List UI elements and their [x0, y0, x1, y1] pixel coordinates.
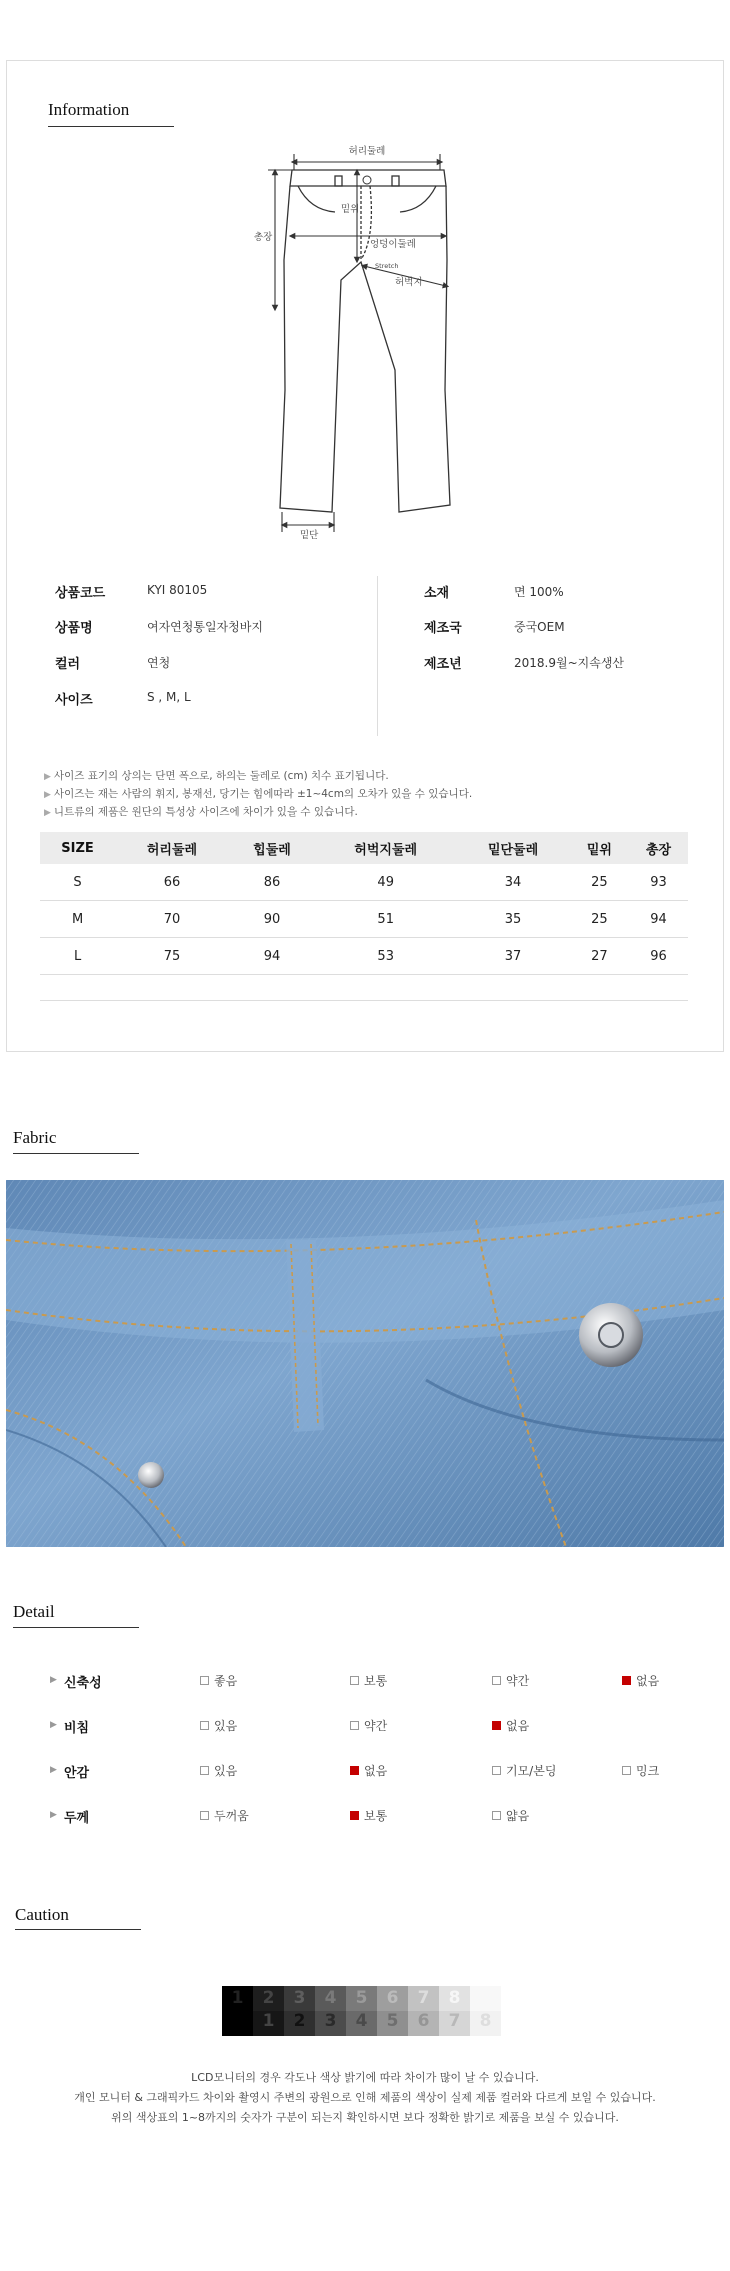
size-note: ▶ 사이즈 표기의 상의는 단면 폭으로, 하의는 둘레로 (cm) 치수 표기됩니다.: [44, 770, 389, 782]
checkbox-icon: [200, 1676, 209, 1685]
table-cell: 70: [115, 901, 229, 938]
detail-title-underline: [13, 1627, 139, 1628]
information-title-underline: [48, 126, 174, 127]
table-cell: S: [40, 864, 115, 901]
checkbox-icon: [350, 1676, 359, 1685]
swatch-number-top: 1: [231, 1988, 244, 2008]
brightness-swatch: [470, 1986, 501, 2036]
header-cell: 밑단둘레: [456, 832, 570, 864]
size-note: ▶ 니트류의 제품은 원단의 특성상 사이즈에 차이가 있을 수 있습니다.: [44, 806, 358, 818]
spec-label: 컬러: [55, 657, 81, 672]
spec-label: 상품코드: [55, 586, 106, 601]
swatch-number-bottom: 6: [417, 2011, 430, 2031]
table-cell: 25: [570, 864, 629, 901]
table-cell: 90: [229, 901, 315, 938]
table-cell: 94: [229, 938, 315, 975]
row-bullet-icon: ▶: [50, 1675, 57, 1685]
spec-label: 제조년: [424, 657, 462, 672]
label-length: 총장: [254, 232, 273, 243]
option-lining-mink: 밍크: [622, 1762, 659, 1779]
table-cell: 37: [456, 938, 570, 975]
label-thigh: 허벅지: [395, 277, 423, 288]
spec-value: 중국OEM: [514, 620, 565, 634]
fabric-title-underline: [13, 1153, 139, 1154]
option-sheer-yes: 있음: [200, 1717, 237, 1734]
option-thickness-normal: 보통: [350, 1807, 387, 1824]
option-stretch-none: 없음: [622, 1672, 659, 1689]
caution-line: LCD모니터의 경우 각도나 색상 밝기에 따라 차이가 많이 날 수 있습니다.: [191, 2071, 539, 2084]
swatch-number-top: 7: [417, 1988, 430, 2008]
option-stretch-good: 좋음: [200, 1672, 237, 1689]
option-sheer-none: 없음: [492, 1717, 529, 1734]
fabric-title: Fabric: [13, 1128, 57, 1147]
caution-line: 위의 색상표의 1~8까지의 숫자가 구분이 되는지 확인하시면 보다 정확한 밝기로 제품을 보실 수 있습니다.: [111, 2111, 619, 2124]
table-cell: 25: [570, 901, 629, 938]
checkbox-checked-icon: [492, 1721, 501, 1730]
caution-title: Caution: [15, 1905, 69, 1924]
table-cell: 53: [315, 938, 456, 975]
swatch-number-top: 2: [262, 1988, 275, 2008]
checkbox-checked-icon: [622, 1676, 631, 1685]
information-title: Information: [48, 100, 130, 119]
row-bullet-icon: ▶: [50, 1810, 57, 1820]
table-cell: 96: [629, 938, 688, 975]
checkbox-icon: [492, 1766, 501, 1775]
option-stretch-normal: 보통: [350, 1672, 387, 1689]
spec-label: 상품명: [55, 621, 93, 636]
table-row: [40, 901, 688, 938]
option-stretch-slight: 약간: [492, 1672, 529, 1689]
option-thickness-thick: 두꺼움: [200, 1807, 249, 1824]
detail-label-lining: 안감: [64, 1766, 90, 1781]
fabric-denim-photo: [6, 1180, 724, 1547]
option-lining-brushed: 기모/본딩: [492, 1762, 556, 1779]
brightness-swatch: [346, 1986, 377, 2036]
pants-size-diagram: [240, 140, 490, 540]
checkbox-icon: [350, 1721, 359, 1730]
header-cell: 총장: [629, 832, 688, 864]
option-lining-yes: 있음: [200, 1762, 237, 1779]
table-cell: 66: [115, 864, 229, 901]
spec-value: 2018.9월~지속생산: [514, 656, 625, 670]
spec-value: 여자연청통일자청바지: [147, 620, 263, 634]
table-cell: 94: [629, 901, 688, 938]
spec-value: KYI 80105: [147, 583, 208, 597]
header-cell: SIZE: [40, 832, 115, 864]
brightness-swatch: [284, 1986, 315, 2036]
detail-label-thickness: 두께: [64, 1811, 90, 1826]
brightness-swatch: [439, 1986, 470, 2036]
table-row: [40, 864, 688, 901]
brightness-swatch: [315, 1986, 346, 2036]
table-cell: 34: [456, 864, 570, 901]
table-cell: 93: [629, 864, 688, 901]
checkbox-checked-icon: [350, 1766, 359, 1775]
detail-title: Detail: [13, 1602, 55, 1621]
option-lining-none: 없음: [350, 1762, 387, 1779]
option-thickness-thin: 얇음: [492, 1807, 529, 1824]
row-bullet-icon: ▶: [50, 1720, 57, 1730]
spec-label: 사이즈: [55, 693, 93, 708]
spec-value: S , M, L: [147, 690, 191, 704]
checkbox-icon: [622, 1766, 631, 1775]
checkbox-icon: [200, 1811, 209, 1820]
swatch-number-bottom: 1: [262, 2011, 275, 2031]
table-cell: M: [40, 901, 115, 938]
swatch-number-top: 5: [355, 1988, 368, 2008]
label-hip: 엉덩이둘레: [370, 239, 416, 250]
detail-label-sheer: 비침: [64, 1721, 90, 1736]
swatch-number-bottom: 3: [324, 2011, 337, 2031]
table-cell: 49: [315, 864, 456, 901]
label-rise: 밑위: [341, 204, 360, 215]
swatch-number-top: 8: [448, 1988, 461, 2008]
size-note: ▶ 사이즈는 재는 사람의 휘지, 봉재선, 당기는 힘에따라 ±1~4cm의 오차가 있을 수 있습니다.: [44, 788, 473, 800]
caution-title-underline: [15, 1929, 141, 1930]
option-sheer-slight: 약간: [350, 1717, 387, 1734]
swatch-number-bottom: 5: [386, 2011, 399, 2031]
spec-label: 제조국: [424, 621, 462, 636]
row-bullet-icon: ▶: [50, 1765, 57, 1775]
table-cell: 75: [115, 938, 229, 975]
table-cell: 51: [315, 901, 456, 938]
specs-divider: [377, 576, 378, 736]
table-row: [40, 938, 688, 975]
spec-value: 면 100%: [514, 585, 564, 599]
checkbox-icon: [492, 1676, 501, 1685]
brightness-swatch: [222, 1986, 253, 2036]
caution-line: 개인 모니터 & 그래픽카드 차이와 촬영시 주변의 광원으로 인해 제품의 색상이 실제 제품 컬러와 다르게 보일 수 있습니다.: [74, 2091, 656, 2104]
header-cell: 허리둘레: [115, 832, 229, 864]
swatch-number-top: 4: [324, 1988, 337, 2008]
header-cell: 밑위: [570, 832, 629, 864]
table-cell: L: [40, 938, 115, 975]
checkbox-icon: [200, 1721, 209, 1730]
header-cell: 허벅지둘레: [315, 832, 456, 864]
table-bottom-rule: [40, 1000, 688, 1001]
size-table: [40, 832, 688, 975]
table-cell: 27: [570, 938, 629, 975]
swatch-number-bottom: 2: [293, 2011, 306, 2031]
label-hem: 밑단: [300, 530, 319, 540]
header-cell: 힙둘레: [229, 832, 315, 864]
size-table-header: [40, 832, 688, 864]
swatch-number-bottom: 4: [355, 2011, 368, 2031]
table-cell: 86: [229, 864, 315, 901]
checkbox-icon: [492, 1811, 501, 1820]
detail-label-stretch: 신축성: [64, 1676, 102, 1691]
spec-value: 연청: [147, 656, 171, 670]
swatch-number-bottom: 8: [479, 2011, 492, 2031]
brightness-swatch: [408, 1986, 439, 2036]
label-stretch: Stretch: [375, 262, 399, 270]
swatch-number-bottom: 7: [448, 2011, 461, 2031]
spec-label: 소재: [424, 586, 450, 601]
label-waist: 허리둘레: [348, 146, 386, 157]
brightness-swatch: [253, 1986, 284, 2036]
brightness-swatch-strip: [222, 1986, 501, 2036]
swatch-number-top: 6: [386, 1988, 399, 2008]
checkbox-icon: [200, 1766, 209, 1775]
table-cell: 35: [456, 901, 570, 938]
swatch-number-top: 3: [293, 1988, 306, 2008]
brightness-swatch: [377, 1986, 408, 2036]
checkbox-checked-icon: [350, 1811, 359, 1820]
